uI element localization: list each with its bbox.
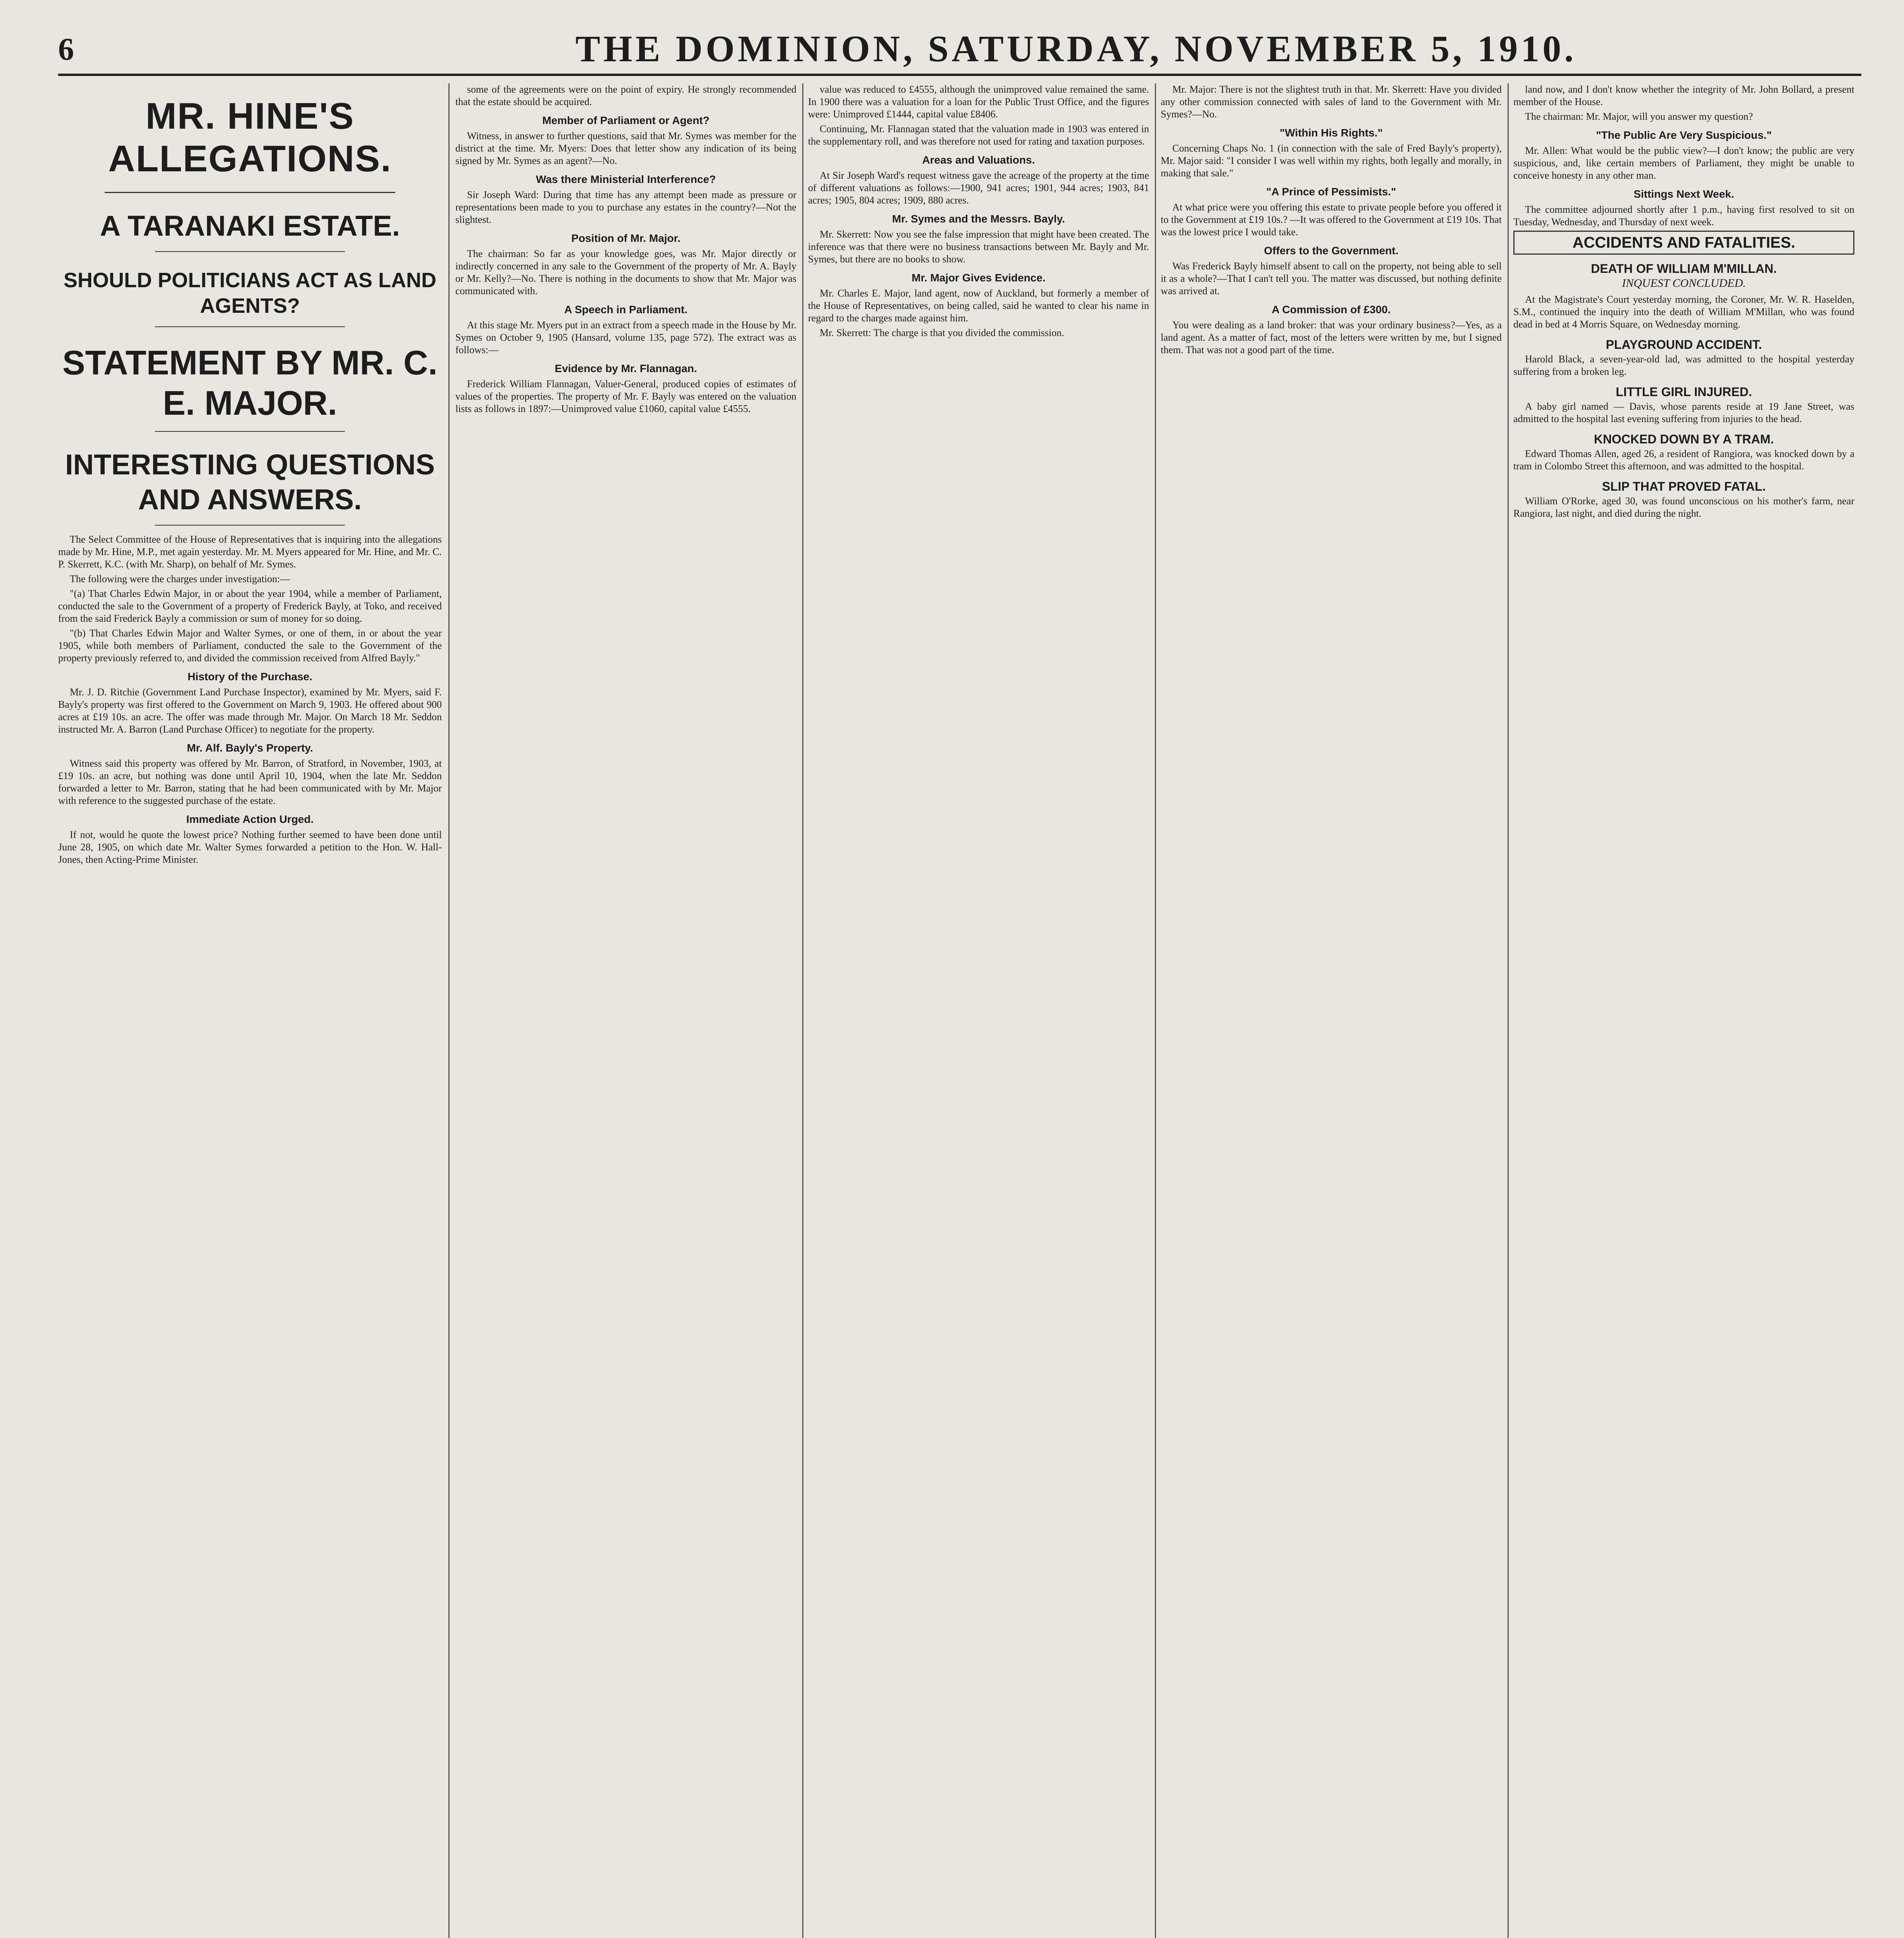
section-heading: Member of Parliament or Agent? bbox=[542, 114, 710, 126]
article-paragraph: Mr. J. D. Ritchie (Government Land Purchase Inspector), examined by Mr. Myers, said F. Bayly's property was first offered to the Government on March 9, 1903. He offered about 900 acres at £19 10s. an acre. The offer was made through Mr. Major. On March 18 Mr. Seddon instructed Mr. A. Barron (Land Purchase Officer) to negotiate for the property. bbox=[58, 686, 442, 735]
section-heading: Mr. Major Gives Evidence. bbox=[912, 272, 1046, 284]
section-heading: A Speech in Parliament. bbox=[564, 303, 688, 316]
article-paragraph: Mr. Charles E. Major, land agent, now of Auckland, but formerly a member of the House of Representatives, on being called, said he wanted to clear his name in regard to the charges made against him. bbox=[808, 288, 1149, 324]
article-paragraph: A baby girl named — Davis, whose parents reside at 19 Jane Street, was admitted to the hospital last evening suffering from injuries to the head. bbox=[1513, 401, 1854, 424]
section-heading: Immediate Action Urged. bbox=[186, 813, 314, 825]
section-heading: Was there Ministerial Interference? bbox=[536, 173, 716, 185]
subheadline-statement: STATEMENT BY MR. C. E. MAJOR. bbox=[62, 343, 438, 422]
news-item-heading: SLIP THAT PROVED FATAL. bbox=[1602, 479, 1766, 493]
divider bbox=[155, 525, 345, 526]
column-rule bbox=[1155, 83, 1156, 1938]
column-rule bbox=[448, 83, 450, 1938]
article-paragraph: some of the agreements were on the point of expiry. He strongly recommended that the estate should be acquired. bbox=[455, 84, 796, 107]
section-heading: Mr. Symes and the Messrs. Bayly. bbox=[892, 213, 1065, 225]
column-1 bbox=[58, 83, 442, 1938]
article-paragraph: Mr. Skerrett: Now you see the false impression that might have been created. The inference was that there were no business transactions between Mr. Bayly and Mr. Symes, but there are no books to show. bbox=[808, 229, 1149, 265]
section-box-headline: ACCIDENTS AND FATALITIES. bbox=[1513, 231, 1854, 255]
article-paragraph: Mr. Skerrett: The charge is that you divided the commission. bbox=[820, 327, 1064, 338]
article-paragraph: Witness said this property was offered by Mr. Barron, of Stratford, in November, 1903, at £19 10s. an acre, but nothing was done until April 10, 1904, when the late Mr. Seddon forwarded a letter to Mr. Barron, stating that he had been communicated with by Mr. Major with reference to the suggested purchase of the estate. bbox=[58, 758, 442, 806]
article-paragraph: At what price were you offering this estate to private people before you offered it to the Government at £19 10s.? —It was offered to the Government at £19 10s. That was the lowest price I would take. bbox=[1161, 202, 1502, 238]
article-paragraph: Witness, in answer to further questions, said that Mr. Symes was member for the district at the time. Mr. Myers: Does that letter show any indication of its being signed by Mr. Symes as an agent?—No. bbox=[455, 130, 796, 166]
section-heading: History of the Purchase. bbox=[187, 671, 313, 683]
section-heading: "The Public Are Very Suspicious." bbox=[1596, 129, 1772, 141]
article-paragraph: Continuing, Mr. Flannagan stated that the valuation made in 1903 was entered in the supplementary roll, and was therefore not used for rating and taxation purposes. bbox=[808, 123, 1149, 147]
column-3 bbox=[808, 83, 1149, 1938]
article-paragraph: "(a) That Charles Edwin Major, in or about the year 1904, while a member of Parliament, conducted the sale to the Government of a property of Frederick Bayly, at Toko, and received from the said Frederick Bayly a commission or sum of money for so doing. bbox=[58, 588, 442, 624]
news-item-heading: KNOCKED DOWN BY A TRAM. bbox=[1594, 432, 1774, 446]
article-paragraph: The chairman: Mr. Major, will you answer my question? bbox=[1525, 111, 1753, 122]
divider bbox=[155, 251, 345, 252]
article-paragraph: Concerning Chaps No. 1 (in connection with the sale of Fred Bayly's property), Mr. Major said: "I consider I was well within my rights, both legally and morally, in making that sale." bbox=[1161, 143, 1502, 179]
section-heading: Mr. Alf. Bayly's Property. bbox=[187, 742, 313, 754]
masthead bbox=[58, 27, 1861, 76]
article-paragraph: Mr. Major: There is not the slightest truth in that. Mr. Skerrett: Have you divided any other commission connected with sales of land to the Government with Mr. Symes?—No. bbox=[1161, 84, 1502, 120]
news-item-heading: LITTLE GIRL INJURED. bbox=[1616, 385, 1752, 399]
article-paragraph: Frederick William Flannagan, Valuer-General, produced copies of estimates of values of the properties. The property of Mr. F. Bayly was entered on the valuation lists as follows in 1897:—Unimproved value £1060, capital value £4555. bbox=[455, 378, 796, 414]
section-heading: Sittings Next Week. bbox=[1633, 188, 1734, 200]
section-heading: Evidence by Mr. Flannagan. bbox=[555, 362, 697, 374]
article-paragraph: Edward Thomas Allen, aged 26, a resident of Rangiora, was knocked down by a tram in Colombo Street this afternoon, and was admitted to the hospital. bbox=[1513, 448, 1854, 472]
section-heading: Offers to the Government. bbox=[1264, 245, 1399, 257]
article-paragraph: At Sir Joseph Ward's request witness gave the acreage of the property at the time of different valuations as follows:—1900, 941 acres; 1901, 944 acres; 1903, 841 acres; 1905, 804 acres; 1909, 880 acres. bbox=[808, 170, 1149, 206]
article-paragraph: Sir Joseph Ward: During that time has any attempt been made as pressure or representations been made to you to purchase any estates in the country?—Not the slightest. bbox=[455, 189, 796, 225]
section-heading: Position of Mr. Major. bbox=[571, 232, 681, 244]
subheadline-interesting: INTERESTING QUESTIONS AND ANSWERS. bbox=[65, 448, 435, 516]
article-paragraph: value was reduced to £4555, although the unimproved value remained the same. In 1900 there was a valuation for a loan for the Public Trust Office, and the figures were: Unimproved £1444, capital value £8406. bbox=[808, 84, 1149, 120]
news-item-heading: PLAYGROUND ACCIDENT. bbox=[1606, 338, 1762, 352]
article-paragraph: At this stage Mr. Myers put in an extract from a speech made in the House by Mr. Symes on October 9, 1905 (Hansard, volume 135, page 572). The extract was as follows:— bbox=[455, 319, 796, 355]
article-paragraph: "(b) That Charles Edwin Major and Walter Symes, or one of them, in or about the year 1905, while both members of Parliament, conducted the sale to the Government of the property previously referred to, and divided the commission received from Alfred Bayly." bbox=[58, 628, 442, 664]
section-heading: "A Prince of Pessimists." bbox=[1266, 186, 1396, 198]
column-rule bbox=[802, 83, 803, 1938]
article-paragraph: The following were the charges under investigation:— bbox=[70, 573, 290, 585]
article-paragraph: Mr. Allen: What would be the public view?—I don't know; the public are very suspicious, and, like certain members of Parliament, they might be unable to conceive honesty in any other man. bbox=[1513, 145, 1854, 181]
article-paragraph: If not, would he quote the lowest price? Nothing further seemed to have been done until June 28, 1905, on which date Mr. Walter Symes forwarded a petition to the Hon. W. Hall-Jones, then Acting-Prime Minister. bbox=[58, 829, 442, 865]
divider bbox=[155, 326, 345, 327]
article-paragraph: The chairman: So far as your knowledge goes, was Mr. Major directly or indirectly concerned in any sale to the Government of the property of Mr. A. Bayly or Mr. Kelly?—No. There is nothing in the documents to show that Mr. Major was communicated with. bbox=[455, 248, 796, 297]
article-paragraph: land now, and I don't know whether the integrity of Mr. John Bollard, a present member of the House. bbox=[1513, 84, 1854, 107]
section-heading: Areas and Valuations. bbox=[922, 154, 1035, 166]
article-paragraph: The committee adjourned shortly after 1 p.m., having first resolved to sit on Tuesday, Wednesday, and Thursday of next week. bbox=[1513, 204, 1854, 228]
subheadline-question: SHOULD POLITICIANS ACT AS LAND AGENTS? bbox=[64, 269, 436, 317]
article-paragraph: Was Frederick Bayly himself absent to call on the property, not being able to sell it as a whole?—That I can't tell you. The matter was discussed, but nothing definite was arrived at. bbox=[1161, 260, 1502, 297]
column-2 bbox=[455, 83, 796, 1938]
paper-title-line: THE DOMINION, SATURDAY, NOVEMBER 5, 1910. bbox=[575, 28, 1577, 69]
section-heading: "Within His Rights." bbox=[1280, 127, 1383, 139]
column-5 bbox=[1513, 83, 1854, 1938]
article-paragraph: Harold Black, a seven-year-old lad, was admitted to the hospital yesterday suffering from a broken leg. bbox=[1513, 353, 1854, 377]
divider bbox=[155, 431, 345, 432]
subheadline-estate: A TARANAKI ESTATE. bbox=[100, 210, 400, 242]
article-paragraph: The Select Committee of the House of Representatives that is inquiring into the allegations made by Mr. Hine, M.P., met again yesterday. Mr. M. Myers appeared for Mr. Hine, and Mr. C. P. Skerrett, K.C. (with Mr. Sharp), on behalf of Mr. Symes. bbox=[58, 534, 442, 570]
page-number: 6 bbox=[58, 31, 74, 67]
column-rule bbox=[1508, 83, 1509, 1938]
news-item-heading: DEATH OF WILLIAM M'MILLAN. bbox=[1591, 262, 1777, 276]
section-heading: A Commission of £300. bbox=[1272, 303, 1391, 316]
article-paragraph: At the Magistrate's Court yesterday morning, the Coroner, Mr. W. R. Haselden, S.M., continued the inquiry into the death of William M'Millan, who was found dead in bed at 4 Morris Square, on Wednesday morning. bbox=[1513, 294, 1854, 330]
column-4 bbox=[1161, 83, 1502, 1938]
article-paragraph: You were dealing as a land broker: that was your ordinary business?—Yes, as a land agent. As a matter of fact, most of the letters were written by me, but I signed them. That was not a good part of the time. bbox=[1161, 319, 1502, 355]
divider bbox=[105, 192, 395, 193]
news-item-subheading: INQUEST CONCLUDED. bbox=[1622, 277, 1746, 290]
article-paragraph: William O'Rorke, aged 30, was found unconscious on his mother's farm, near Rangiora, last night, and died during the night. bbox=[1513, 495, 1854, 519]
main-headline: MR. HINE'S ALLEGATIONS. bbox=[108, 95, 392, 179]
